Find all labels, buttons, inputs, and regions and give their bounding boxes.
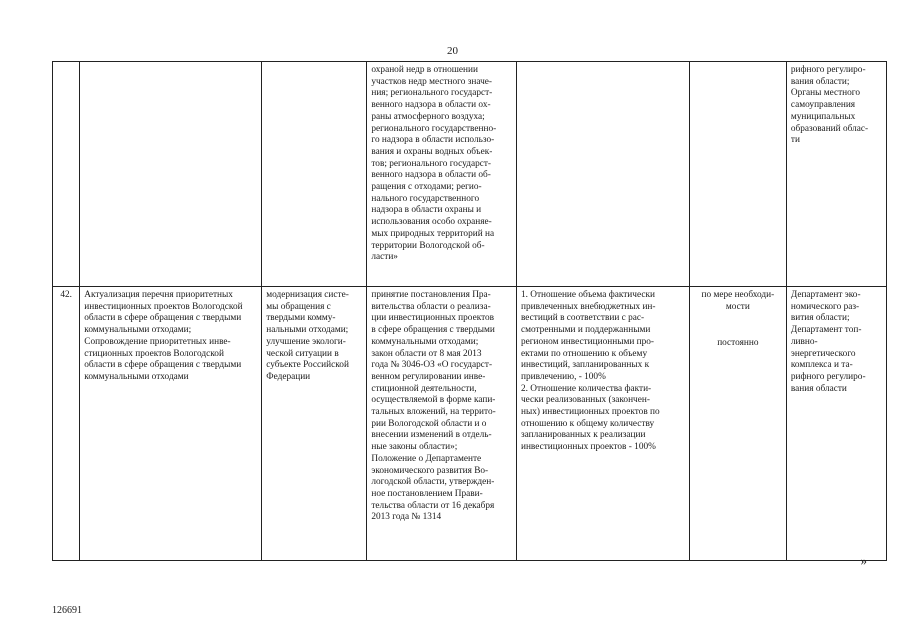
document-table: [52, 61, 887, 561]
term-line: по мере необходи-: [701, 290, 775, 300]
continuation-mark: »: [860, 553, 867, 568]
cell-responsible: Департамент эко- номического раз- вития области; Департамент топ- ливно- энергетического комплекса и та- рифного регулиро- вания области: [786, 287, 886, 561]
cell-number: [53, 62, 80, 287]
term-line: мости: [725, 301, 750, 312]
cell-responsible: рифного регулиро- вания области; Органы местного самоуправления муниципальных образований облас- ти: [786, 62, 886, 287]
term-line: постоянно: [717, 338, 759, 349]
cell-document: охраной недр в отношении участков недр местного значе- ния; регионального государст- венного надзора в области ох- раны атмосферного воздуха; регионального государственно- го надзора в области использо- вания и охраны водных объек- тов; регионального государст- венного надзора в области об- ращения с отходами; регио- нального государственного надзора в области охраны и использования особо охраняе- мых природных территорий на территории Вологодской об- ласти»: [367, 62, 517, 287]
cell-activity: [80, 62, 262, 287]
cell-term: [689, 287, 786, 561]
footer-code: 126691: [52, 605, 82, 616]
cell-activity: Актуализация перечня приоритетных инвестиционных проектов Вологодской области в сфере обращения с твердыми коммунальными отходами; Сопровождение приоритетных инве- стиционных проектов Вологодской области в сфере обращения с твердыми коммунальными отходами: [80, 287, 262, 561]
table-row-42: [53, 287, 887, 561]
cell-document: принятие постановления Пра- вительства области о реализа- ции инвестиционных проектов в сфере обращения с твердыми коммунальными отходами; закон области от 8 мая 2013 года № 3046-ОЗ «О государст- венном регулировании инве- стиционной деятельности, осуществляемой в форме капи- тальных вложений, на террито- рии Вологодской области и о внесении изменений в отдель- ные законы области»; Положение о Департаменте экономического развития Во- логодской области, утвержден- ное постановлением Прави- тельства области от 16 декабря 2013 года № 1314: [367, 287, 517, 561]
page-number: 20: [447, 45, 458, 57]
table-row-continued: [53, 62, 887, 287]
cell-indicator: [516, 62, 689, 287]
cell-goal: [262, 62, 367, 287]
cell-indicator: 1. Отношение объема фактически привлеченных внебюджетных ин- вестиций в соответствии с рас- смотренными и поддержанными регионом инвестиционными про- ектами по отношению к объему инвестиций, запланированных к привлечению, - 100% 2. Отношение количества факти- чески реализованных (закончен- ных) инвестиционных проектов по отношению к общему количеству запланированных к реализации инвестиционных проектов - 100%: [516, 287, 689, 561]
cell-goal: модернизация систе- мы обращения с твердыми комму- нальными отходами; улучшение экологи- ческой ситуации в субъекте Российской Федерации: [262, 287, 367, 561]
cell-number: 42.: [53, 287, 80, 561]
cell-term: [689, 62, 786, 287]
